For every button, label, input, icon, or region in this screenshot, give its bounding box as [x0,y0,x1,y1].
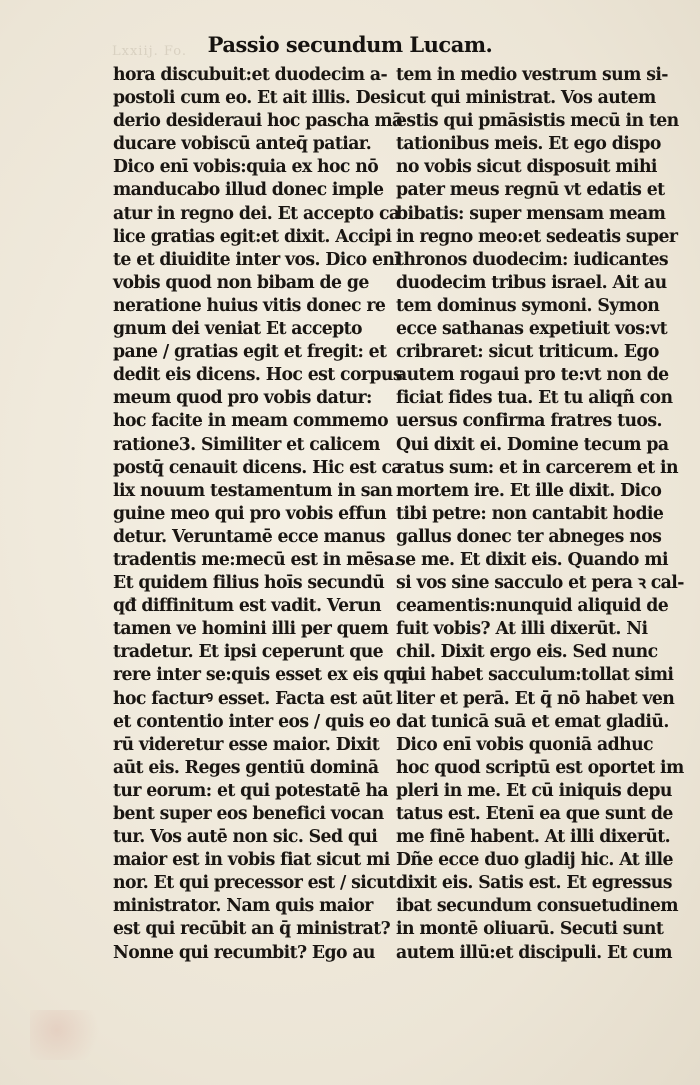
text-line: in regno meo:et sedeatis super [396,226,678,247]
text-line: qui habet sacculum:tollat simi [396,665,674,686]
text-line: duodecim tribus israel. Ait au [396,272,667,293]
text-line: ducare vobiscū anteq̄ patiar. [113,134,372,155]
text-line: Dico enī vobis quoniā adhuc [396,734,653,755]
text-line: uersus confirma fratres tuos. [396,411,662,432]
text-line: manducabo illud donec imple [113,180,384,201]
text-line: cribraret: sicut triticum. Ego [396,342,659,363]
text-line: estis qui pmāsistis mecū in ten [396,111,679,132]
text-line: ratione3. Similiter et calicem [113,434,380,455]
text-line: dixit eis. Satis est. Et egressus [396,873,672,894]
text-line: bibatis: super mensam meam [396,203,666,224]
text-line: si vos sine sacculo et pera ꝛ cal- [396,573,684,594]
text-line: postoli cum eo. Et ait illis. Desi [113,88,396,109]
text-line: ficiat fides tua. Et tu aliqñ con [396,388,673,409]
text-line: rū videretur esse maior. Dixit [113,734,380,755]
text-line: cut qui ministrat. Vos autem [396,88,656,109]
text-line: autem illū:et discipuli. Et cum [396,942,672,963]
text-line: neratione huius vitis donec re [113,295,386,316]
text-line: tradentis me:mecū est in mēsa. [113,549,400,570]
text-line: se me. Et dixit eis. Quando mi [396,549,668,570]
text-line: tem in medio vestrum sum si- [396,65,668,85]
text-line: Qui dixit ei. Domine tecum pa [396,434,669,455]
text-line: te et diuidite inter vos. Dico enī [113,249,401,270]
text-line: ceamentis:nunquid aliquid de [396,596,669,617]
text-line: atur in regno dei. Et accepto ca [113,203,400,224]
text-line: gnum dei veniat Et accepto [113,319,362,340]
text-line: dat tunicā suā et emat gladiū. [396,711,669,732]
text-line: postq̄ cenauit dicens. Hic est ca [113,457,402,478]
text-line: tur. Vos autē non sic. Sed qui [113,827,378,848]
text-line: chil. Dixit ergo eis. Sed nunc [396,642,658,663]
text-line: pane / gratias egit et fregit: et [113,342,387,363]
text-line: rere inter se:quis esset ex eis qui [113,665,413,686]
paper-stain [30,1010,120,1060]
text-line: vobis quod non bibam de ge [113,272,369,293]
text-line: dedit eis dicens. Hoc est corpus [113,365,402,386]
text-line: detur. Veruntamē ecce manus [113,526,385,547]
text-line: no vobis sicut disposuit mihi [396,157,657,178]
text-line: nor. Et qui precessor est / sicut [113,873,396,894]
left-column [113,64,413,965]
text-line: tatus est. Etenī ea que sunt de [396,804,673,824]
text-line: thronos duodecim: iudicantes [396,249,669,270]
text-line: lice gratias egit:et dixit. Accipi [113,226,392,247]
text-line: ibat secundum consuetudinem [396,896,678,917]
text-line: gallus donec ter abneges nos [396,526,662,547]
text-line: tur eorum: et qui potestatē ha [113,780,389,801]
text-line: pleri in me. Et cū iniquis depu [396,780,672,801]
text-line: ecce sathanas expetiuit vos:vt [396,319,667,340]
text-line: tationibus meis. Et ego dispo [396,134,661,155]
text-line: meum quod pro vobis datur: [113,388,372,409]
text-line: me finē habent. At illi dixerūt. [396,827,671,848]
text-line: hoc quod scriptū est oportet im [396,757,684,778]
text-line: tradetur. Et ipsi ceperunt que [113,642,384,663]
text-line: Et quidem filius hoīs secundū [113,573,385,594]
right-column [396,64,684,965]
text-line: Dñe ecce duo gladij hic. At ille [396,850,673,871]
text-line: ratus sum: et in carcerem et in [396,457,678,478]
text-line: pater meus regnū vt edatis et [396,180,665,201]
text-line: ministrator. Nam quis maior [113,896,373,917]
text-line: guine meo qui pro vobis effun [113,503,387,524]
text-line: in montē oliuarū. Secuti sunt [396,919,664,940]
text-line: aūt eis. Reges gentiū dominā [113,757,379,778]
text-line: lix nouum testamentum in san [113,480,393,501]
page-header: Passio secundum Lucam. [207,32,493,57]
text-line: maior est in vobis fiat sicut mi [113,850,390,871]
text-line: bent super eos benefici vocan [113,804,384,824]
text-line: hora discubuit:et duodecim a- [113,65,388,85]
text-line: Nonne qui recumbit? Ego au [113,942,375,963]
text-line: et contentio inter eos / quis eo [113,711,391,732]
text-line: liter et perā. Et q̄ nō habet ven [396,688,675,709]
text-line: mortem ire. Et ille dixit. Dico [396,480,662,501]
text-line: tamen ve homini illi per quem [113,619,389,640]
text-line: tibi petre: non cantabit hodie [396,503,664,524]
text-line: tem dominus symoni. Symon [396,295,660,316]
text-line: Dico enī vobis:quia ex hoc nō [113,157,379,178]
text-line: est qui recūbit an q̄ ministrat? [113,919,391,940]
bleed-through-text: Lxxiij. Fo. [112,44,187,59]
text-line: hoc facite in meam commemo [113,411,389,432]
text-line: derio desideraui hoc pascha mā [113,111,403,132]
text-line: autem rogaui pro te:vt non de [396,365,669,386]
text-line: fuit vobis? At illi dixerūt. Ni [396,619,648,640]
text-line: hoc facturꝰ esset. Facta est aūt [113,688,393,709]
text-line: qđ diffinitum est vadit. Verun [113,596,381,617]
